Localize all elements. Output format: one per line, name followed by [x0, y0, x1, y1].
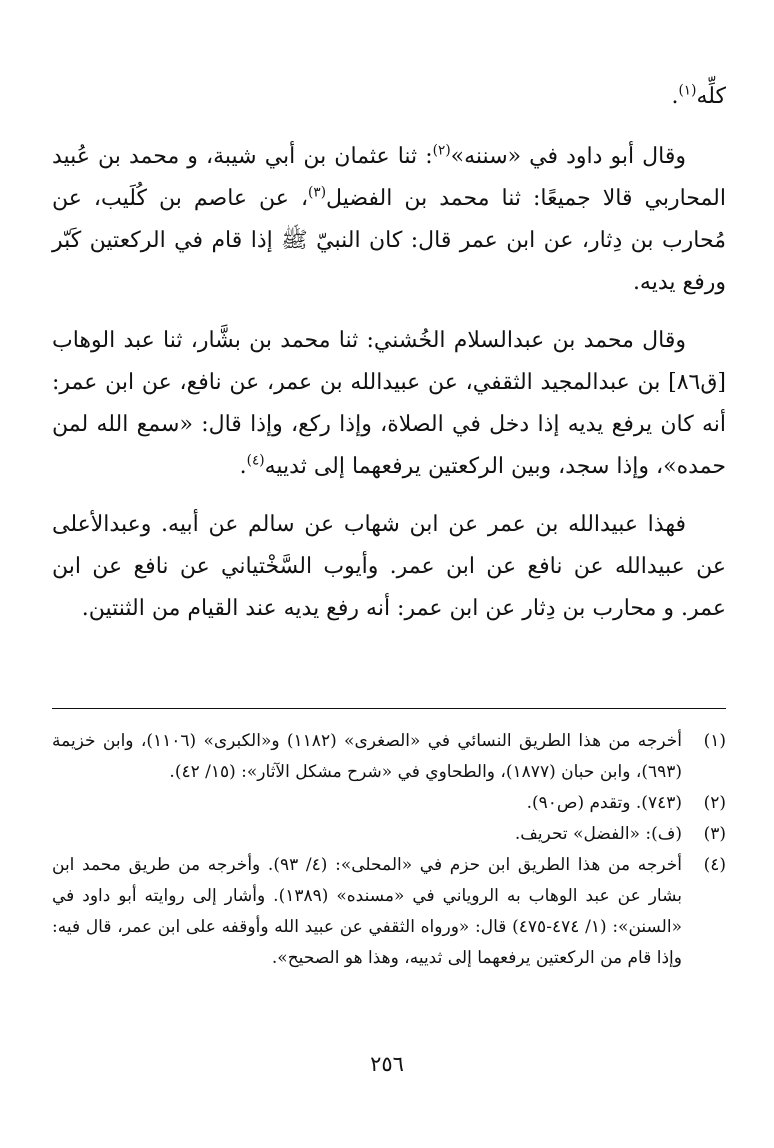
footnote-number: (٢) — [703, 793, 726, 813]
paragraph-text: وقال محمد بن عبدالسلام الخُشني: ثنا محمد بن بشَّار، ثنا عبد الوهاب [ق٨٦] بن عبدالمجيد الثقفي، عن عبيدالله بن عمر، عن نافع، عن ابن عمر: أنه كان يرفع يديه إذا دخل في الصلاة، وإذا ركع، وإذا قال: «سمع الله لمن حمده»، وإذا سجد، وبين الركعتين يرفعهما إلى ثدييه — [52, 328, 726, 479]
paragraph-3 — [52, 320, 726, 488]
paragraph-text: . — [239, 454, 247, 479]
paragraph-text: فهذا عبيدالله بن عمر عن ابن شهاب عن سالم عن أبيه. وعبدالأعلى عن عبيدالله عن نافع عن ابن عمر. وأيوب السَّخْتياني عن نافع عن ابن عمر. و محارب بن دِثار عن ابن عمر: أنه رفع يديه عند القيام من الثنتين. — [52, 512, 726, 621]
paragraph-1 — [52, 76, 726, 118]
paragraph-text: وقال أبو داود في «سننه» — [450, 144, 687, 169]
footnote-text: (ف): «الفضل» تحريف. — [514, 824, 682, 844]
footnote-text: أخرجه من هذا الطريق ابن حزم في «المحلى»: (٤/ ٩٣). وأخرجه من طريق محمد ابن بشار عن عبد الوهاب به الروياني في «مسنده» (١٣٨٩). وأشار إلى روايته أبو داود في «السنن»: (١/ ٤٧٤-٤٧٥) قال: «ورواه الثقفي عن عبيد الله وأوقفه على ابن عمر، قال فيه: وإذا قام من الركعتين يرفعهما إلى ثدييه، وهذا هو الصحيح». — [52, 855, 682, 968]
footnote-4 — [52, 850, 726, 974]
paragraph-4 — [52, 504, 726, 630]
main-text — [52, 76, 726, 646]
footnote-ref: (٤) — [246, 452, 265, 469]
footnote-ref: (٣) — [308, 184, 327, 201]
footnotes — [52, 726, 726, 974]
page-number: ٢٥٦ — [370, 1052, 404, 1076]
footnote-text: أخرجه من هذا الطريق النسائي في «الصغرى» (١١٨٢) و«الكبرى» (١١٠٦)، وابن خزيمة (٦٩٣)، وابن حبان (١٨٧٧)، والطحاوي في «شرح مشكل الآثار»: (١٥/ ٤٢). — [52, 731, 682, 782]
paragraph-text: : ثنا عثمان بن أبي شيبة، و محمد بن عُبيد المحاربي قالا جميعًا: ثنا محمد بن الفضيل — [52, 144, 727, 211]
paragraph-text: . — [671, 84, 679, 109]
footnote-1 — [52, 726, 726, 788]
footnote-number: (١) — [703, 731, 726, 751]
paragraph-text: ، عن عاصم بن كُلَيب، عن مُحارب بن دِثار، عن ابن عمر قال: كان النبيّ ﷺ إذا قام في الركعتين كَبّر ورفع يديه. — [52, 186, 726, 295]
footnote-ref: (٢) — [432, 142, 451, 159]
footnote-ref: (١) — [678, 82, 697, 99]
footnote-text: (٧٤٣). وتقدم (ص٩٠). — [526, 793, 682, 813]
paragraph-text: كلِّه — [696, 84, 726, 109]
footnote-number: (٤) — [703, 855, 726, 875]
paragraph-2 — [52, 136, 726, 304]
footnote-2 — [52, 788, 726, 819]
footnote-3 — [52, 819, 726, 850]
footnote-number: (٣) — [703, 824, 726, 844]
footnote-divider — [52, 708, 726, 709]
